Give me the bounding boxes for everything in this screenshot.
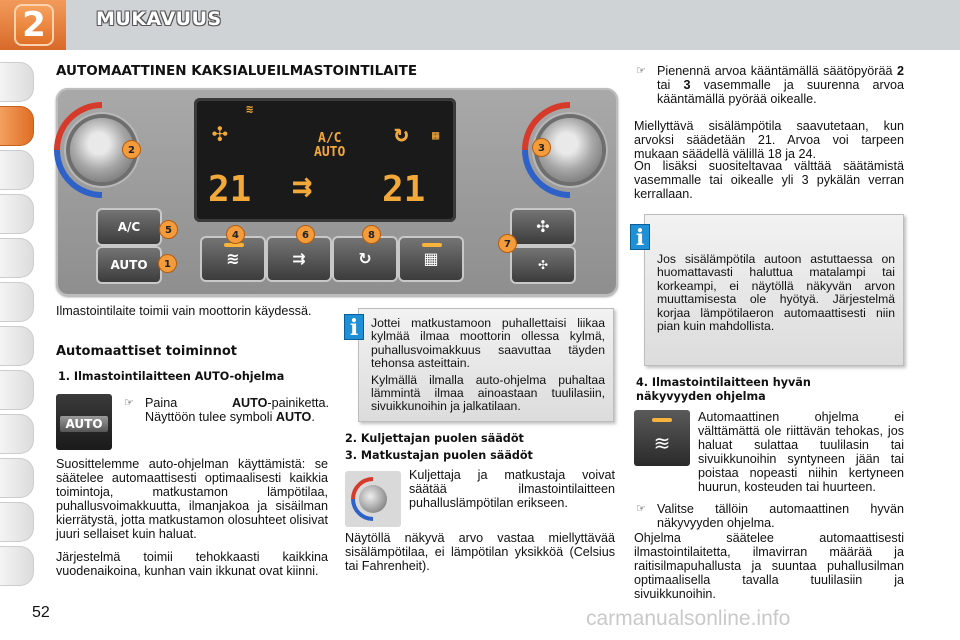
badge-7: 7 (498, 234, 517, 253)
info-icon: i (630, 224, 650, 250)
pointer-bullet-icon: ☞ (636, 65, 646, 77)
display-value-paragraph: Näytöllä näkyvä arvo vastaa miellyttävää sisälämpötilaa, ei lämpötilan yksikköä (Celsius tai Fahrenheit). (345, 531, 615, 573)
climate-control-panel (56, 88, 618, 296)
side-tab-active[interactable] (0, 106, 34, 146)
bullet1-num3: 3 (683, 78, 691, 92)
info-box-cold-engine (358, 308, 614, 422)
left-paragraph-2: Järjestelmä toimii tehokkaasti kaikkina vuodenaikoina, kunhan vain ikkunat ovat kiinni. (56, 550, 328, 578)
watermark: carmanualsonline.info (586, 607, 791, 630)
info1-paragraph-1: Jottei matkustamoon puhallettaisi liikaa kylmää ilmaa moottorin ollessa kylmä, puhallusvoimakkuus saavuttaa täyden tehonsa asteittain. (371, 316, 605, 371)
pointer-bullet-icon: ☞ (636, 503, 646, 515)
side-tab[interactable] (0, 62, 34, 102)
item3-title: 3. Matkustajan puolen säädöt (345, 449, 533, 462)
display-auto-label: AUTO (314, 145, 346, 160)
info1-paragraph-2: Kylmällä ilmalla auto-ohjelma puhaltaa lämmintä ilmaa ainoastaan tuulilasiin, sivuikkunoihin ja jalkatilaan. (371, 372, 605, 414)
side-tab[interactable] (0, 282, 34, 322)
section-title: Automaattiset toiminnot (56, 344, 237, 359)
info2-paragraph: Jos sisälämpötila autoon astuttaessa on huomattavasti haluttua matalampi tai korkeampi, ei näytöllä näkyvän arvon muuttamisesta ole hyötyä. Järjestelmä korjaa lämpötilaeron automaattisesti niin pian kuin mahdollista. (657, 252, 895, 334)
right-paragraph-3: Ohjelma säätelee automaattisesti ilmastointilaitetta, ilmavirran määrää ja raitisilmapuhallusta ja suuntaa puhallusilman optimaalisella tavalla tuulilasiin ja sivuikkunoihin. (634, 531, 904, 601)
chapter-number: 2 (14, 4, 54, 46)
fan-speed-up-button[interactable] (510, 208, 576, 246)
right-paragraph-1: Miellyttävä sisälämpötila saavutetaan, kun arvoksi säädetään 21. Arvoa voi tarpeen mukaan säädellä välillä 18 ja 24. (634, 119, 904, 161)
pointer-bullet-icon: ☞ (124, 397, 134, 409)
item2-title: 2. Kuljettajan puolen säädöt (345, 432, 524, 445)
visibility-button-image (634, 410, 690, 466)
bullet1-a: Pienennä arvoa kääntämällä säätöpyörää (657, 64, 893, 78)
badge-4: 4 (226, 225, 245, 244)
side-tab[interactable] (0, 458, 34, 498)
main-title: AUTOMAATTINEN KAKSIALUEILMASTOINTILAITE (56, 63, 418, 79)
visibility-led (652, 418, 672, 422)
item4-text: Automaattinen ohjelma ei välttämättä ole riittävän tehokas, jos haluat sulattaa tuulilasin tai sivuikkunoihin syntyneen jään tai poistaa nopeasti niihin kertyneen huurun, kosteuden tai huurteen. (698, 410, 904, 494)
bullet1-b: vasemmalle ja suurenna arvoa kääntämällä pyörää oikealle. (657, 78, 905, 106)
side-tab[interactable] (0, 370, 34, 410)
right-bullet-2: Valitse tällöin automaattinen hyvän näkyvyyden ohjelma. (657, 502, 904, 530)
item1-pre: Paina (145, 396, 178, 410)
side-tab[interactable] (0, 238, 34, 278)
bullet1-num2: 2 (896, 64, 904, 78)
left-paragraph-1: Suosittelemme auto-ohjelman käyttämistä: se säätelee automaattisesti optimaalisesti kaikkia toimintoja, matkustamon lämpötilaa, puhallusvoimakkuutta, ilmanjakoa ja sisäilman kierrätystä, jotta matkustamon olosuhteet olisivat juuri sellaiset kuin haluat. (56, 457, 328, 541)
page-number: 52 (32, 604, 50, 621)
info-icon: i (344, 314, 364, 340)
badge-3: 3 (532, 138, 551, 157)
auto-button[interactable]: AUTO (96, 246, 162, 284)
fan-speed-down-button[interactable] (510, 246, 576, 284)
badge-1: 1 (158, 254, 177, 273)
defrost-indicator-icon: ≋ (246, 102, 254, 116)
badge-6: 6 (296, 225, 315, 244)
item1-auto: AUTO (231, 396, 268, 410)
item4-title: 4. Ilmastointilaitteen hyvän näkyvyyden ohjelma (636, 376, 811, 403)
display-temp-right: 21 (382, 169, 426, 210)
info-box-temperature (644, 214, 904, 366)
right-paragraph-2: On lisäksi suositeltavaa välttää säätämistä vasemmalle tai oikealle yli 3 pykälän verran kerrallaan. (634, 159, 904, 201)
fan-icon: ✣ (212, 118, 228, 148)
windscreen-defrost-icon: ≋ (653, 433, 671, 455)
indicator-led (422, 243, 442, 247)
knob-icon (359, 485, 387, 513)
recirculation-icon: ↻ (358, 249, 372, 268)
rear-defrost-indicator-icon: ▦ (432, 128, 440, 142)
windscreen-defrost-icon: ≋ (226, 249, 240, 268)
auto-image-label: AUTO (60, 416, 108, 432)
climate-display (194, 98, 456, 222)
item1-mid: -painiketta. Näyttöön tulee symboli (145, 396, 329, 424)
badge-8: 8 (362, 225, 381, 244)
side-tab[interactable] (0, 150, 34, 190)
fan-small-icon: ✣ (537, 258, 549, 272)
temperature-knob-image (345, 471, 401, 527)
airflow-distribution-icon: ⇉ (292, 166, 313, 206)
auto-button-image (56, 394, 112, 450)
fan-large-icon: ✣ (536, 217, 550, 236)
side-tab[interactable] (0, 194, 34, 234)
side-tab[interactable] (0, 502, 34, 542)
display-temp-left: 21 (208, 169, 252, 210)
bullet1-tai: tai (657, 78, 671, 92)
air-distribution-icon: ⇉ (292, 249, 306, 268)
intro-text: Ilmastointilaite toimii vain moottorin käydessä. (56, 304, 312, 318)
side-tab[interactable] (0, 326, 34, 366)
recirculation-button[interactable] (332, 236, 398, 282)
side-tab[interactable] (0, 546, 34, 586)
ac-button[interactable]: A/C (96, 208, 162, 246)
badge-5: 5 (159, 220, 178, 239)
badge-2: 2 (122, 140, 141, 159)
item23-text: Kuljettaja ja matkustaja voivat säätää ilmastointilaitteen puhalluslämpötilan erikseen. (409, 468, 615, 510)
display-ac-label: A/C (318, 131, 342, 146)
rear-defrost-icon: ▦ (423, 249, 439, 268)
item1-auto2: AUTO (275, 410, 312, 424)
side-tabs (0, 62, 36, 590)
item1-instruction: Paina AUTO-painiketta. Näyttöön tulee symboli AUTO. (145, 396, 329, 424)
chapter-title: MUKAVUUS (96, 8, 222, 30)
air-distribution-button[interactable] (266, 236, 332, 282)
item1-title: 1. Ilmastointilaitteen AUTO-ohjelma (58, 370, 285, 383)
recirculation-icon: ↻ (394, 119, 409, 147)
side-tab[interactable] (0, 414, 34, 454)
right-bullet-1 (657, 64, 904, 106)
